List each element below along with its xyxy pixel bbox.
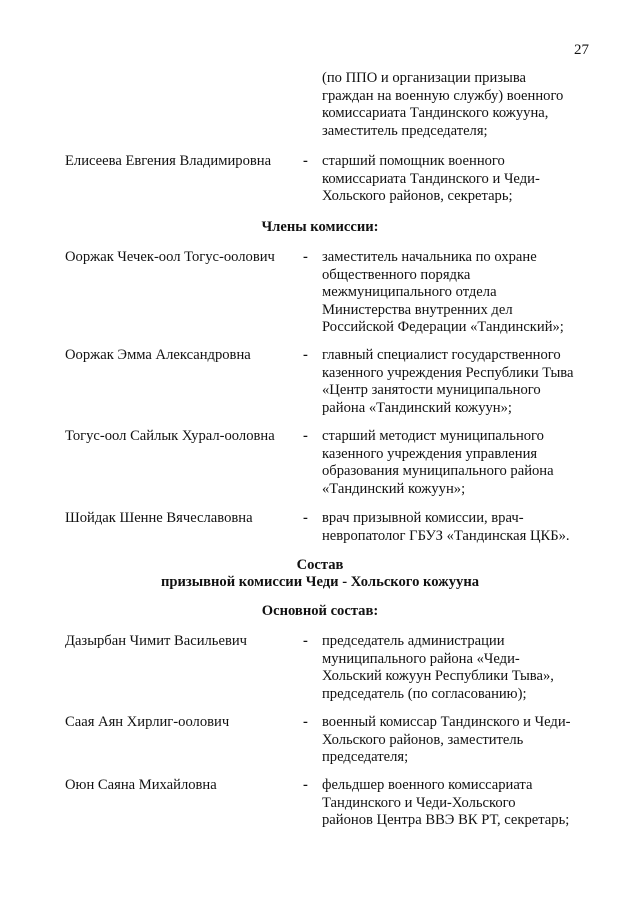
page-number: 27	[574, 42, 589, 58]
member-role: старший методист муниципального казенного учреждения управления образования муниципального района «Тандинский кожуун»;	[322, 428, 554, 497]
member-role: председатель администрации муниципального района «Чеди- Хольский кожуун Республики Тыва», председатель (по согласованию);	[322, 633, 554, 702]
dash-separator: -	[303, 777, 308, 793]
member-name: Тогус-оол Сайлык Хурал-ооловна	[65, 428, 275, 444]
composition-subtitle: призывной комиссии Чеди - Хольского кожууна	[160, 574, 480, 590]
member-name: Ооржак Чечек-оол Тогус-оолович	[65, 249, 275, 265]
dash-separator: -	[303, 510, 308, 526]
member-role: заместитель начальника по охране общественного порядка межмуниципального отдела Министерства внутренних дел Российской Федерации «Тандинский»;	[322, 249, 564, 335]
dash-separator: -	[303, 347, 308, 363]
member-name: Ооржак Эмма Александровна	[65, 347, 251, 363]
member-name: Шойдак Шенне Вячеславовна	[65, 510, 253, 526]
main-composition-heading: Основной состав:	[261, 603, 379, 619]
dash-separator: -	[303, 428, 308, 444]
composition-title: Состав	[296, 557, 344, 573]
member-name: Елисеева Евгения Владимировна	[65, 153, 272, 169]
members-heading: Члены комиссии:	[261, 219, 379, 235]
member-role: военный комиссар Тандинского и Чеди- Хольского районов, заместитель председателя;	[322, 714, 571, 765]
dash-separator: -	[303, 249, 308, 265]
member-role: врач призывной комиссии, врач- невропатолог ГБУЗ «Тандинская ЦКБ».	[322, 510, 570, 544]
member-role: главный специалист государственного казенного учреждения Республики Тыва «Центр занятости муниципального района «Тандинский кожуун»;	[322, 347, 574, 416]
intro-continuation-text: (по ППО и организации призыва граждан на военную службу) военного комиссариата Тандинского кожууна, заместитель председателя;	[322, 70, 564, 139]
member-name: Оюн Саяна Михайловна	[65, 777, 217, 793]
dash-separator: -	[303, 633, 308, 649]
dash-separator: -	[303, 714, 308, 730]
member-name: Саая Аян Хирлиг-оолович	[65, 714, 230, 730]
member-role: старший помощник военного комиссариата Тандинского и Чеди- Хольского районов, секретарь;	[322, 153, 540, 204]
dash-separator: -	[303, 153, 308, 169]
member-role: фельдшер военного комиссариата Тандинского и Чеди-Хольского районов Центра ВВЭ ВК РТ, секретарь;	[322, 777, 570, 828]
member-name: Дазырбан Чимит Васильевич	[65, 633, 247, 649]
